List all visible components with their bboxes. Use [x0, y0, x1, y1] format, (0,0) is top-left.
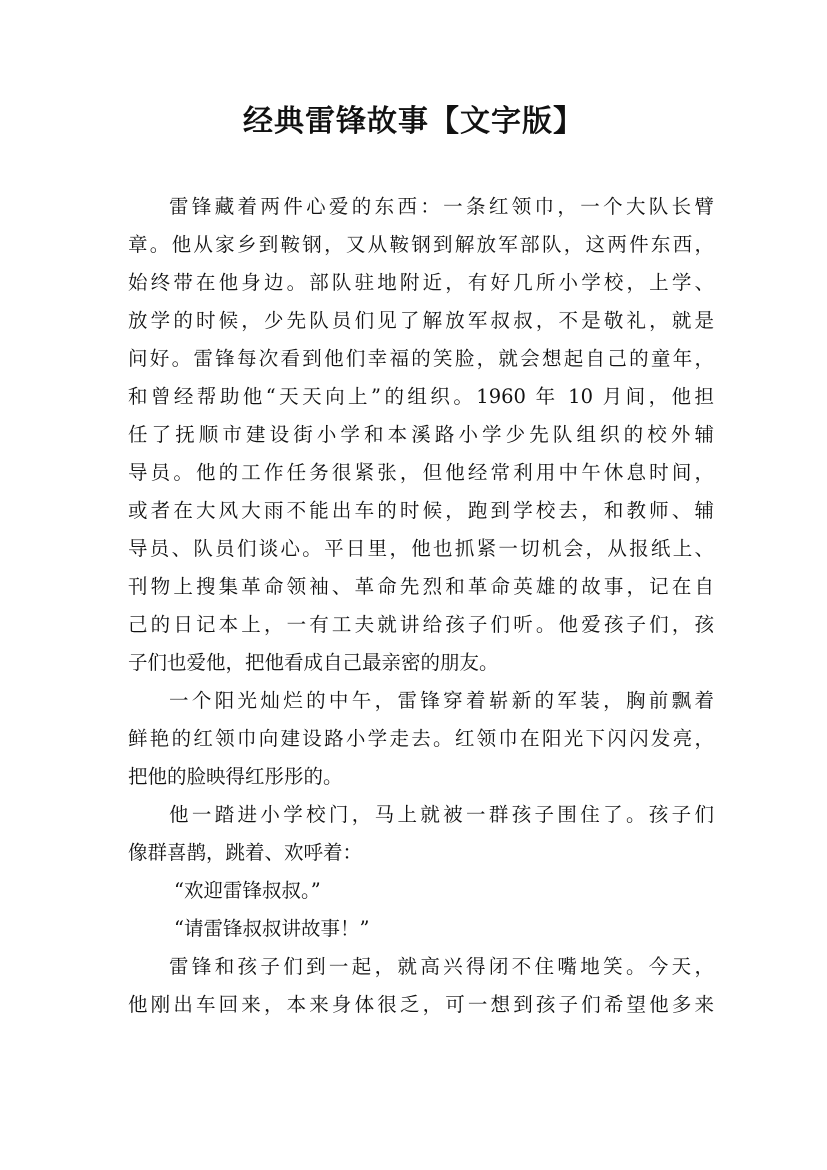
paragraph-4 [128, 872, 714, 910]
text-line: 或者在大风大雨不能出车的时候，跑到学校去，和教师、辅 [128, 499, 714, 522]
text-line: 子们也爱他，把他看成自己最亲密的朋友。 [128, 651, 499, 674]
text-line: 一个阳光灿烂的中午，雷锋穿着崭新的军装，胸前飘着 [169, 689, 714, 712]
paragraph-3 [128, 796, 714, 872]
text-line: 章。他从家乡到鞍钢，又从鞍钢到解放军部队，这两件东西， [128, 233, 714, 256]
paragraph-5 [128, 910, 714, 948]
text-line: 像群喜鹊，跳着、欢呼着： [128, 841, 363, 864]
text-line: 刊物上搜集革命领袖、革命先烈和革命英雄的故事，记在自 [128, 575, 714, 598]
text-line: 放学的时候，少先队员们见了解放军叔叔，不是敬礼，就是 [128, 309, 714, 332]
paragraph-2 [128, 682, 714, 796]
quote-line: “欢迎雷锋叔叔。” [174, 879, 321, 902]
document-title: 经典雷锋故事【文字版】 [243, 104, 584, 139]
text-line: 把他的脸映得红彤彤的。 [128, 765, 343, 788]
text-line: 他刚出车回来，本来身体很乏，可一想到孩子们希望他多来 [128, 993, 714, 1016]
text-line: 雷锋藏着两件心爱的东西：一条红领巾，一个大队长臂 [169, 195, 714, 218]
text-line: 和曾经帮助他“天天向上”的组织。1960 年 10 月间，他担 [128, 385, 714, 408]
paragraph-6 [128, 948, 714, 1024]
text-line: 导员、队员们谈心。平日里，他也抓紧一切机会，从报纸上、 [128, 537, 714, 560]
text-line: 问好。雷锋每次看到他们幸福的笑脸，就会想起自己的童年， [128, 347, 714, 370]
text-line: 己的日记本上，一有工夫就讲给孩子们听。他爱孩子们，孩 [128, 613, 714, 636]
text-line: 鲜艳的红领巾向建设路小学走去。红领巾在阳光下闪闪发亮， [128, 727, 714, 750]
document-body [128, 188, 714, 1024]
text-line: 雷锋和孩子们到一起，就高兴得闭不住嘴地笑。今天， [169, 955, 714, 978]
text-line: 他一踏进小学校门，马上就被一群孩子围住了。孩子们 [169, 803, 714, 826]
paragraph-1 [128, 188, 714, 682]
quote-line: “请雷锋叔叔讲故事！” [174, 917, 370, 940]
text-line: 导员。他的工作任务很紧张，但他经常利用中午休息时间， [128, 461, 714, 484]
text-line: 始终带在他身边。部队驻地附近，有好几所小学校，上学、 [128, 271, 714, 294]
text-line: 任了抚顺市建设街小学和本溪路小学少先队组织的校外辅 [128, 423, 714, 446]
